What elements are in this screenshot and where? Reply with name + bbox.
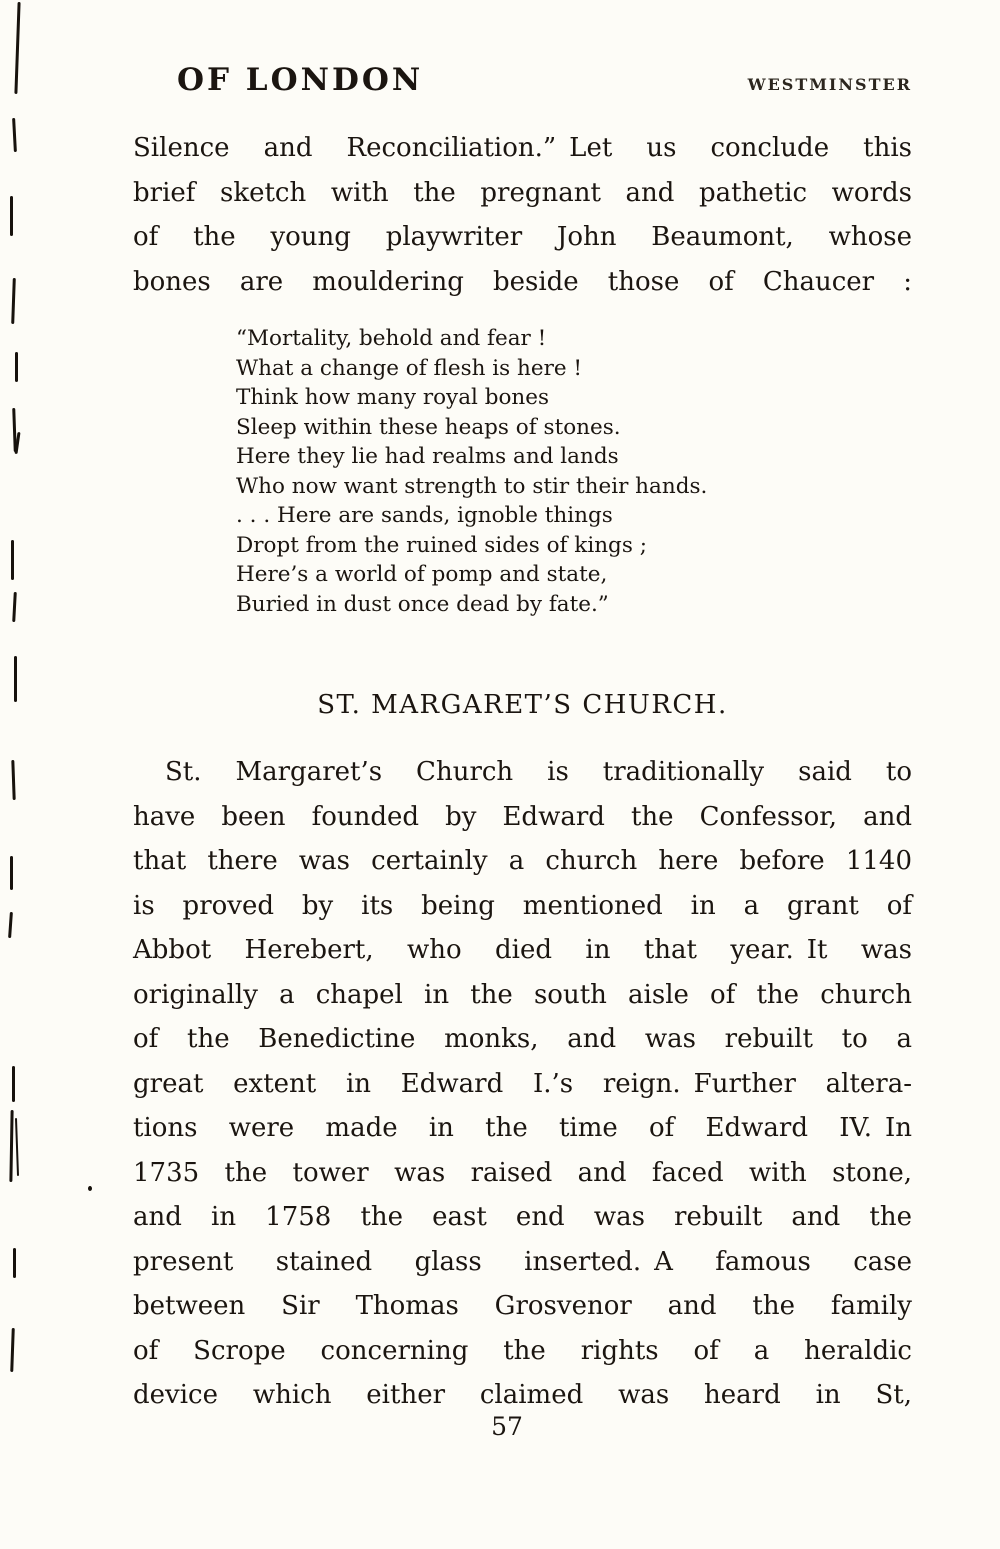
- text-line: St. Margaret’s Church is traditionally said to: [165, 757, 912, 787]
- binding-mark: [14, 2, 20, 94]
- binding-mark: [9, 1110, 13, 1182]
- text-line: tions were made in the time of Edward IV. In: [133, 1113, 912, 1143]
- paragraph-st-margarets: [133, 750, 912, 1418]
- text-line: between Sir Thomas Grosvenor and the family: [133, 1291, 912, 1321]
- binding-mark: [12, 592, 17, 622]
- binding-mark: [15, 1118, 19, 1176]
- binding-mark: [11, 278, 16, 324]
- binding-mark: [15, 352, 18, 382]
- text-line: “Mortality, behold and fear !: [236, 326, 547, 351]
- text-line: Buried in dust once dead by fate.”: [236, 591, 609, 617]
- binding-mark: [12, 1066, 15, 1102]
- text-line: Who now want strength to stir their hands.: [236, 473, 708, 499]
- text-line: Abbot Herebert, who died in that year. It was: [133, 935, 912, 965]
- text-line: Here’s a world of pomp and state,: [236, 562, 608, 587]
- binding-mark: [8, 912, 13, 938]
- text-line: of Scrope concerning the rights of a heraldic: [133, 1335, 912, 1366]
- text-line: that there was certainly a church here before 1140: [133, 846, 912, 876]
- binding-mark: [11, 540, 14, 580]
- binding-mark: [14, 656, 17, 702]
- binding-mark: [10, 1328, 15, 1372]
- text-line: of the Benedictine monks, and was rebuilt to a: [133, 1024, 912, 1054]
- paragraph-conclusion: [133, 126, 912, 304]
- text-line: Silence and Reconciliation.” Let us conclude this: [133, 133, 912, 163]
- text-line: originally a chapel in the south aisle of the church: [133, 979, 912, 1010]
- binding-mark: [11, 760, 15, 800]
- text-line: great extent in Edward I.’s reign. Further altera-: [133, 1068, 912, 1099]
- running-header: [133, 62, 912, 98]
- binding-mark: [12, 118, 17, 152]
- section-heading: ST. MARGARET’S CHURCH.: [317, 690, 728, 720]
- poem-quote: [236, 324, 856, 619]
- page-number: 57: [491, 1412, 523, 1441]
- text-line: Think how many royal bones: [236, 385, 550, 410]
- header-title: OF LONDON: [177, 62, 424, 98]
- binding-mark: [10, 196, 13, 236]
- text-line: Sleep within these heaps of stones.: [236, 414, 621, 440]
- text-line: of the young playwriter John Beaumont, whose: [133, 222, 912, 252]
- text-line: Dropt from the ruined sides of kings ;: [236, 532, 647, 558]
- binding-mark: [13, 1248, 16, 1278]
- text-line: is proved by its being mentioned in a grant of: [133, 890, 912, 921]
- text-line: What a change of flesh is here !: [236, 355, 583, 381]
- header-section: WESTMINSTER: [747, 75, 912, 94]
- text-line: . . . Here are sands, ignoble things: [236, 503, 613, 528]
- text-line: 1735 the tower was raised and faced with stone,: [133, 1157, 912, 1188]
- binding-mark: [10, 856, 13, 890]
- text-line: have been founded by Edward the Confessor, and: [133, 801, 912, 832]
- text-line: and in 1758 the east end was rebuilt and the: [133, 1202, 912, 1232]
- text-line: bones are mouldering beside those of Chaucer :: [133, 266, 912, 297]
- text-line: Here they lie had realms and lands: [236, 444, 619, 469]
- binding-mark: [88, 1186, 92, 1191]
- text-line: device which either claimed was heard in St,: [133, 1380, 912, 1410]
- text-line: present stained glass inserted. A famous case: [133, 1246, 912, 1277]
- text-line: brief sketch with the pregnant and pathetic words: [133, 177, 912, 208]
